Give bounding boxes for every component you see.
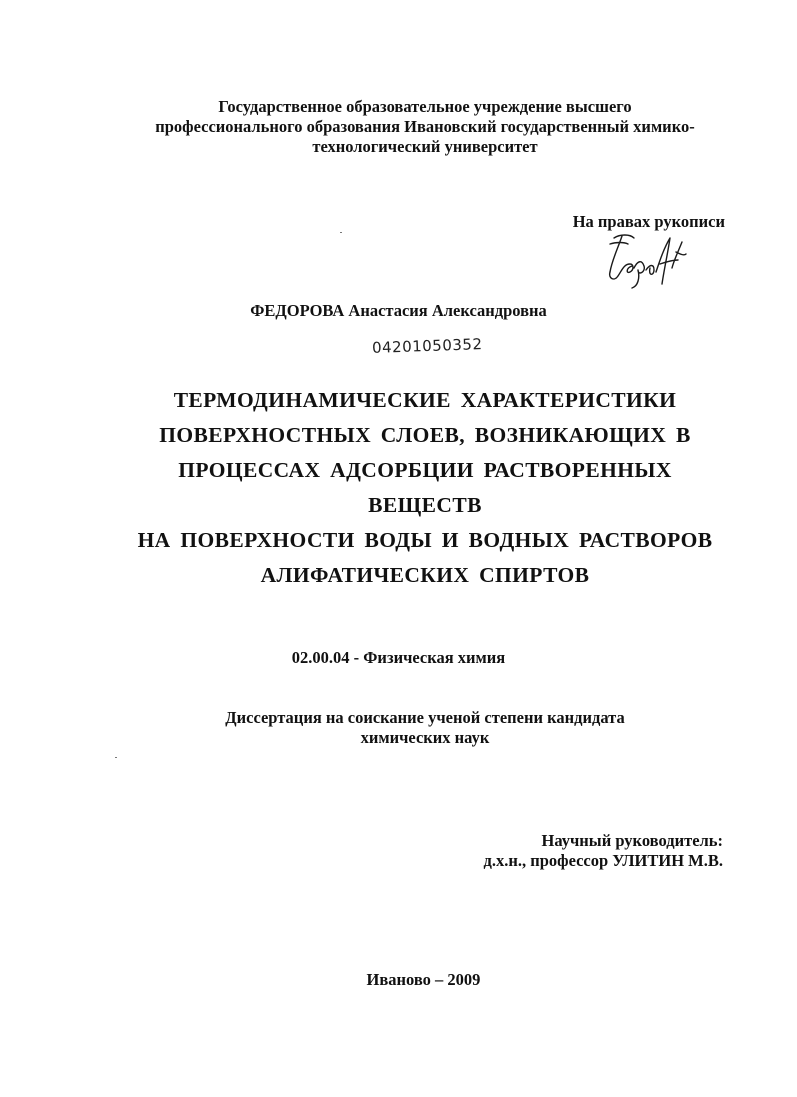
supervisor-block	[484, 831, 724, 871]
author-name	[0, 301, 797, 322]
title-line-3: ПРОЦЕССАХ АДСОРБЦИИ РАСТВОРЕННЫХ ВЕЩЕСТВ	[178, 458, 672, 517]
handwritten-signature	[600, 230, 690, 290]
degree-line-1: Диссертация на соискание ученой степени кандидата	[225, 708, 625, 727]
specialty-code: 02.00.04 -	[291, 648, 360, 667]
title-line-1: ТЕРМОДИНАМИЧЕСКИЕ ХАРАКТЕРИСТИКИ	[173, 388, 677, 412]
dissertation-title	[120, 383, 730, 593]
institution-line-2: профессионального образования Ивановский государственный химико-	[155, 117, 695, 136]
specialty-name: Физическая химия	[363, 648, 506, 667]
institution-line-3: технологический университет	[312, 137, 538, 156]
scan-speck	[340, 232, 342, 233]
title-line-5: АЛИФАТИЧЕСКИХ СПИРТОВ	[260, 563, 590, 587]
specialty	[0, 648, 797, 669]
degree-line-2: химических наук	[360, 728, 490, 747]
title-line-4: НА ПОВЕРХНОСТИ ВОДЫ И ВОДНЫХ РАСТВОРОВ	[137, 528, 713, 552]
degree-statement	[150, 708, 700, 748]
registration-number: 04201050352	[371, 335, 483, 357]
supervisor-label: Научный руководитель:	[541, 831, 723, 850]
institution-line-1: Государственное образовательное учреждение высшего	[218, 97, 632, 116]
author-given-names: Анастасия Александровна	[348, 301, 547, 320]
city-year: Иваново – 2009	[366, 970, 481, 989]
supervisor-name: д.х.н., профессор УЛИТИН М.В.	[483, 851, 723, 870]
title-line-2: ПОВЕРХНОСТНЫХ СЛОЕВ, ВОЗНИКАЮЩИХ В	[159, 423, 691, 447]
scan-speck	[115, 757, 117, 758]
institution-name	[110, 97, 740, 157]
author-surname: ФЕДОРОВА	[250, 301, 345, 320]
manuscript-rights-label: На правах рукописи	[572, 212, 725, 231]
